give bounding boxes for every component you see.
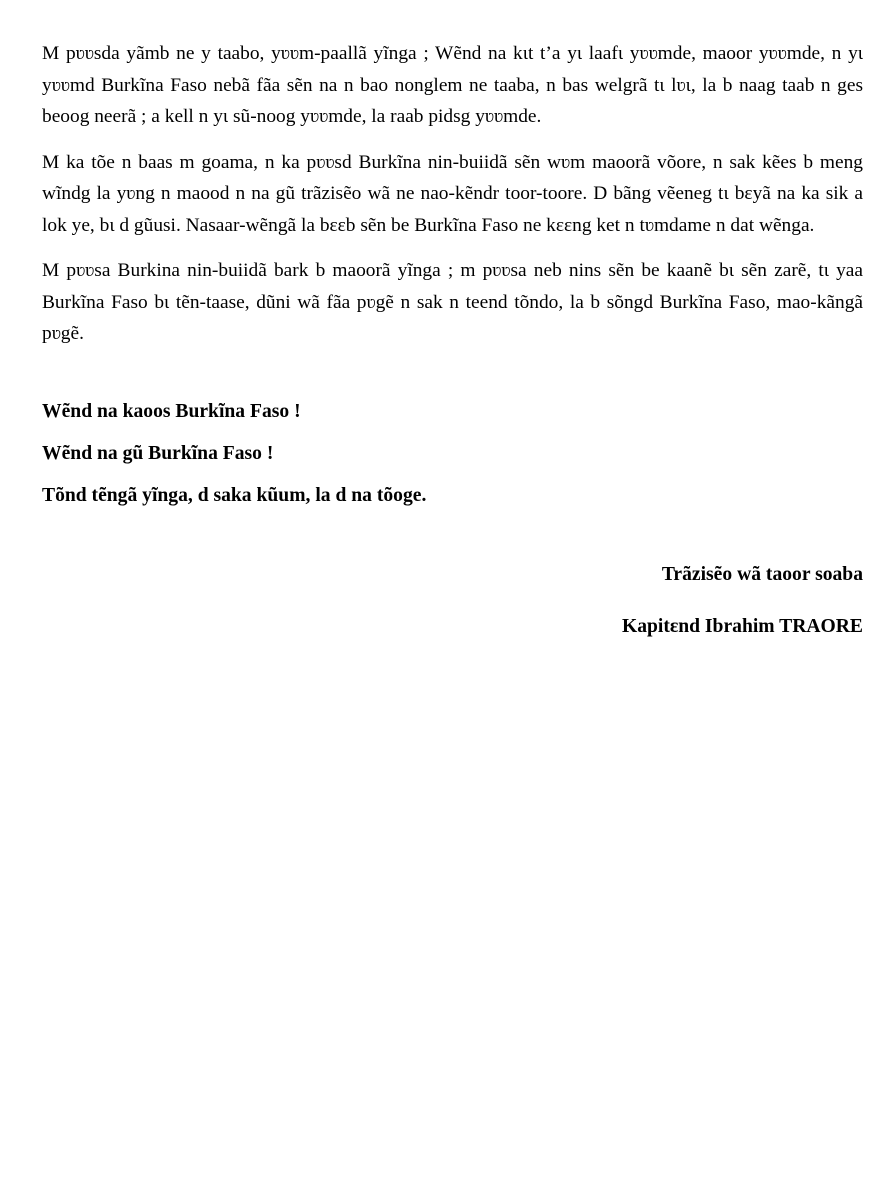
closing-line-1: Wẽnd na kaoos Burkĩna Faso !: [42, 400, 301, 422]
closing-line-3: Tõnd tẽngã yĩnga, d saka kũum, la d na tõoge.: [42, 484, 427, 506]
signature-name: Kapitɛnd Ibrahim TRAORE: [621, 615, 863, 637]
letter-body: [42, 38, 863, 350]
closing-blessings: [42, 391, 863, 517]
closing-line-2: Wẽnd na gũ Burkĩna Faso !: [42, 442, 274, 464]
signature-block: [42, 561, 863, 640]
signature-title: Trãzisẽo wã taoor soaba: [661, 563, 863, 585]
paragraph-2: M ka tõe n baas m goama, n ka pʋʋsd Burkĩna nin-buiidã sẽn wʋm maoorã võore, n sak kẽes b meng wĩndg la yʋng n maood n na gũ trãzisẽo wã ne nao-kẽndr toor-toore. D bãng vẽeneg tɩ bɛyã na ka sik a lok ye, bɩ d gũusi. Nasaar-wẽngã la bɛɛb sẽn be Burkĩna Faso ne kɛɛng ket n tʋmdame n dat wẽnga.: [42, 151, 863, 236]
paragraph-3: M pʋʋsa Burkina nin-buiidã bark b maoorã yĩnga ; m pʋʋsa neb nins sẽn be kaanẽ bɩ sẽn zarẽ, tɩ yaa Burkĩna Faso bɩ tẽn-taase, dũni wã fãa pʋgẽ n sak n teend tõndo, la b sõngd Burkĩna Faso, mao-kãngã pʋgẽ.: [42, 260, 863, 344]
paragraph-1: M pʋʋsda yãmb ne y taabo, yʋʋm-paallã yĩnga ; Wẽnd na kɩt t’a yɩ laafɩ yʋʋmde, maoor yʋʋmde, n yɩ yʋʋmd Burkĩna Faso nebã fãa sẽn na n bao nonglem ne taaba, n bas welgrã tɩ lʋɩ, la b naag taab n ges beoog neerã ; a kell n yɩ sũ-noog yʋʋmde, la raab pidsg yʋʋmde.: [42, 43, 863, 127]
document-page: [42, 38, 863, 640]
